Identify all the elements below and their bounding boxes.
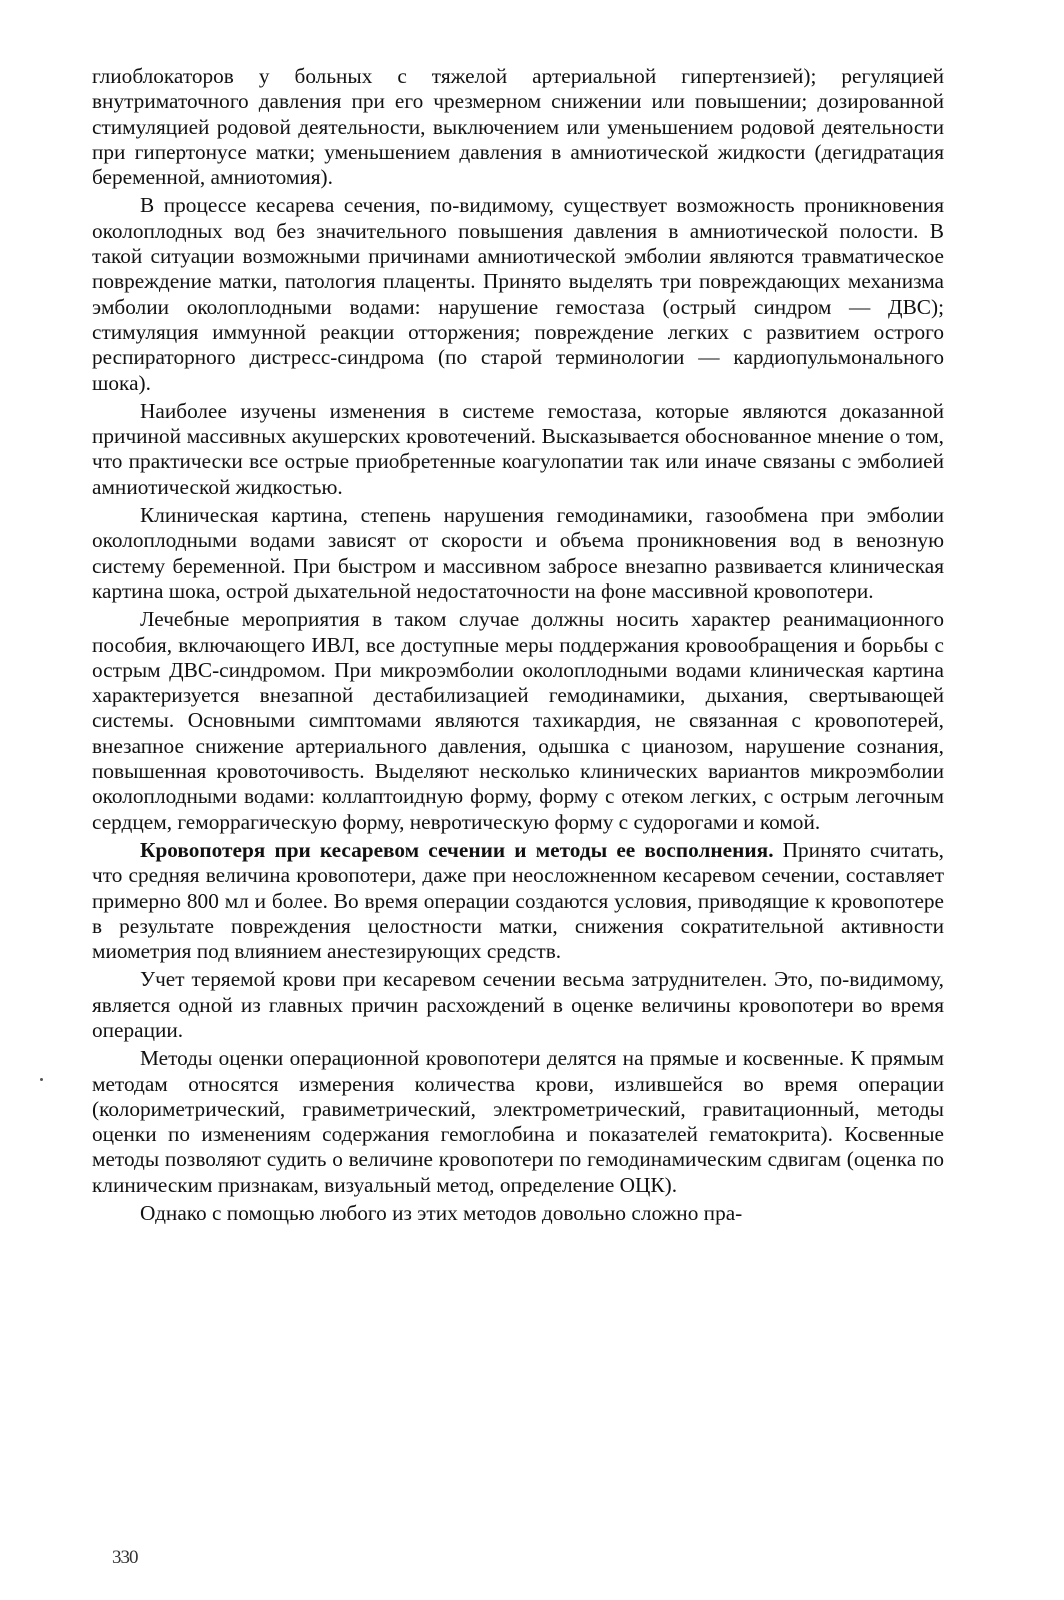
section-heading: Кровопотеря при кесаревом сечении и методы ее восполнения. <box>140 837 774 862</box>
paragraph-7: Учет теряемой крови при кесаревом сечении весьма затруднителен. Это, по-видимому, является одной из главных причин расхождений в оценке величины кровопотери во время операции. <box>92 967 944 1042</box>
page-body <box>92 64 944 1226</box>
page-number: 330 <box>112 1547 138 1568</box>
paragraph-5: Лечебные мероприятия в таком случае должны носить характер реанимационного пособия, включающего ИВЛ, все доступные меры поддержания кровообращения и борьбы с острым ДВС-синдромом. При микроэмболии околоплодными водами клиническая картина характеризуется внезапной дестабилизацией гемодинамики, дыхания, свертывающей системы. Основными симптомами являются тахикардия, не связанная с кровопотерей, внезапное снижение артериального давления, одышка с цианозом, нарушение сознания, повышенная кровоточивость. Выделяют несколько клинических вариантов микроэмболии околоплодными водами: коллаптоидную форму, форму с отеком легких, с острым легочным сердцем, геморрагическую форму, невротическую форму с судорогами и комой. <box>92 607 944 834</box>
scan-speck <box>40 1078 43 1081</box>
paragraph-1: глиоблокаторов у больных с тяжелой артериальной гипертензией); регуляцией внутриматочного давления при его чрезмерном снижении или повышении; дозированной стимуляцией родовой деятельности, выключением или уменьшением родовой деятельности при гипертонусе матки; уменьшением давления в амниотической жидкости (дегидратация беременной, амниотомия). <box>92 64 944 190</box>
paragraph-8: Методы оценки операционной кровопотери делятся на прямые и косвенные. К прямым методам относятся измерения количества крови, излившейся во время операции (колориметрический, гравиметрический, электрометрический, гравитационный, методы оценки по изменениям содержания гемоглобина и показателей гематокрита). Косвенные методы позволяют судить о величине кровопотери по гемодинамическим сдвигам (оценка по клиническим признакам, визуальный метод, определение ОЦК). <box>92 1046 944 1197</box>
paragraph-2: В процессе кесарева сечения, по-видимому, существует возможность проникновения околоплодных вод без значительного повышения давления в амниотической полости. В такой ситуации возможными причинами амниотической эмболии являются травматическое повреждение матки, патология плаценты. Принято выделять три повреждающих механизма эмболии околоплодными водами: нарушение гемостаза (острый синдром — ДВС); стимуляция иммунной реакции отторжения; повреждение легких с развитием острого респираторного дистресс-синдрома (по старой терминологии — кардиопульмонального шока). <box>92 193 944 395</box>
paragraph-4: Клиническая картина, степень нарушения гемодинамики, газообмена при эмболии околоплодными водами зависят от скорости и объема проникновения вод в венозную систему беременной. При быстром и массивном забросе внезапно развивается клиническая картина шока, острой дыхательной недостаточности на фоне массивной кровопотери. <box>92 503 944 603</box>
paragraph-3: Наиболее изучены изменения в системе гемостаза, которые являются доказанной причиной массивных акушерских кровотечений. Высказывается обоснованное мнение о том, что практически все острые приобретенные коагулопатии так или иначе связаны с эмболией амниотической жидкостью. <box>92 398 944 499</box>
paragraph-9: Однако с помощью любого из этих методов довольно сложно пра- <box>140 1201 743 1226</box>
paragraph-6 <box>92 838 944 964</box>
paragraph-6-text: Принято считать, что средняя величина кровопотери, даже при неосложненном кесаревом сечении, составляет примерно 800 мл и более. Во время операции создаются условия, приводящие к кровопотере в результате повреждения целостности матки, снижения сократительной активности миометрия под влиянием анестезирующих средств. <box>92 837 945 964</box>
